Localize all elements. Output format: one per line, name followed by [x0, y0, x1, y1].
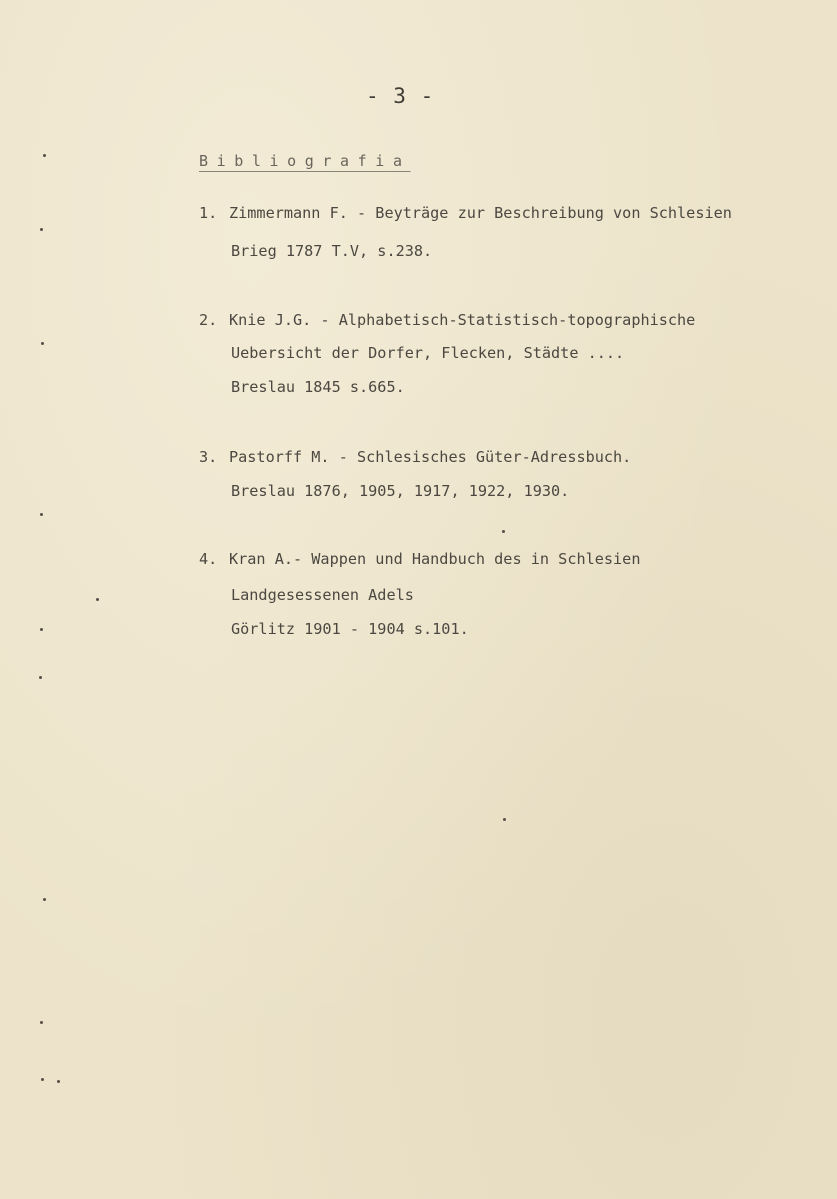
paper-speck	[40, 228, 43, 231]
entry-2-line-2: Uebersicht der Dorfer, Flecken, Städte ....	[231, 344, 625, 362]
entry-4-line-1	[199, 550, 640, 568]
entry-1-line-2: Brieg 1787 T.V, s.238.	[231, 242, 433, 260]
entry-3-number: 3.	[199, 448, 218, 466]
paper-speck	[40, 628, 43, 631]
entry-4-line-2: Landgesessenen Adels	[231, 586, 414, 604]
paper-speck	[503, 818, 506, 821]
entry-3-text: Pastorff M. - Schlesisches Güter-Adressbuch.	[229, 448, 632, 466]
paper-speck	[57, 1080, 60, 1083]
entry-1-line-1	[199, 204, 732, 222]
entry-2-number: 2.	[199, 311, 218, 329]
paper-speck	[96, 598, 99, 601]
paper-speck	[39, 676, 42, 679]
paper-speck	[41, 1078, 44, 1081]
entry-3-line-2: Breslau 1876, 1905, 1917, 1922, 1930.	[231, 482, 570, 500]
entry-3-line-1	[199, 448, 631, 466]
paper-speck	[40, 513, 43, 516]
paper-speck	[40, 1021, 43, 1024]
entry-4-number: 4.	[199, 550, 218, 568]
entry-2-line-1	[199, 311, 695, 329]
paper-speck	[43, 154, 46, 157]
entry-1-text: Zimmermann F. - Beyträge zur Beschreibung von Schlesien	[229, 204, 732, 222]
paper-speck	[43, 898, 46, 901]
paper-speck	[41, 342, 44, 345]
paper-speck	[502, 530, 505, 533]
entry-1-number: 1.	[199, 204, 218, 222]
page-number: - 3 -	[366, 84, 435, 108]
entry-2-text: Knie J.G. - Alphabetisch-Statistisch-topographische	[229, 311, 696, 329]
entry-4-text: Kran A.- Wappen und Handbuch des in Schlesien	[229, 550, 641, 568]
bibliography-heading: Bibliografia	[199, 152, 411, 170]
entry-4-line-3: Görlitz 1901 - 1904 s.101.	[231, 620, 469, 638]
entry-2-line-3: Breslau 1845 s.665.	[231, 378, 405, 396]
